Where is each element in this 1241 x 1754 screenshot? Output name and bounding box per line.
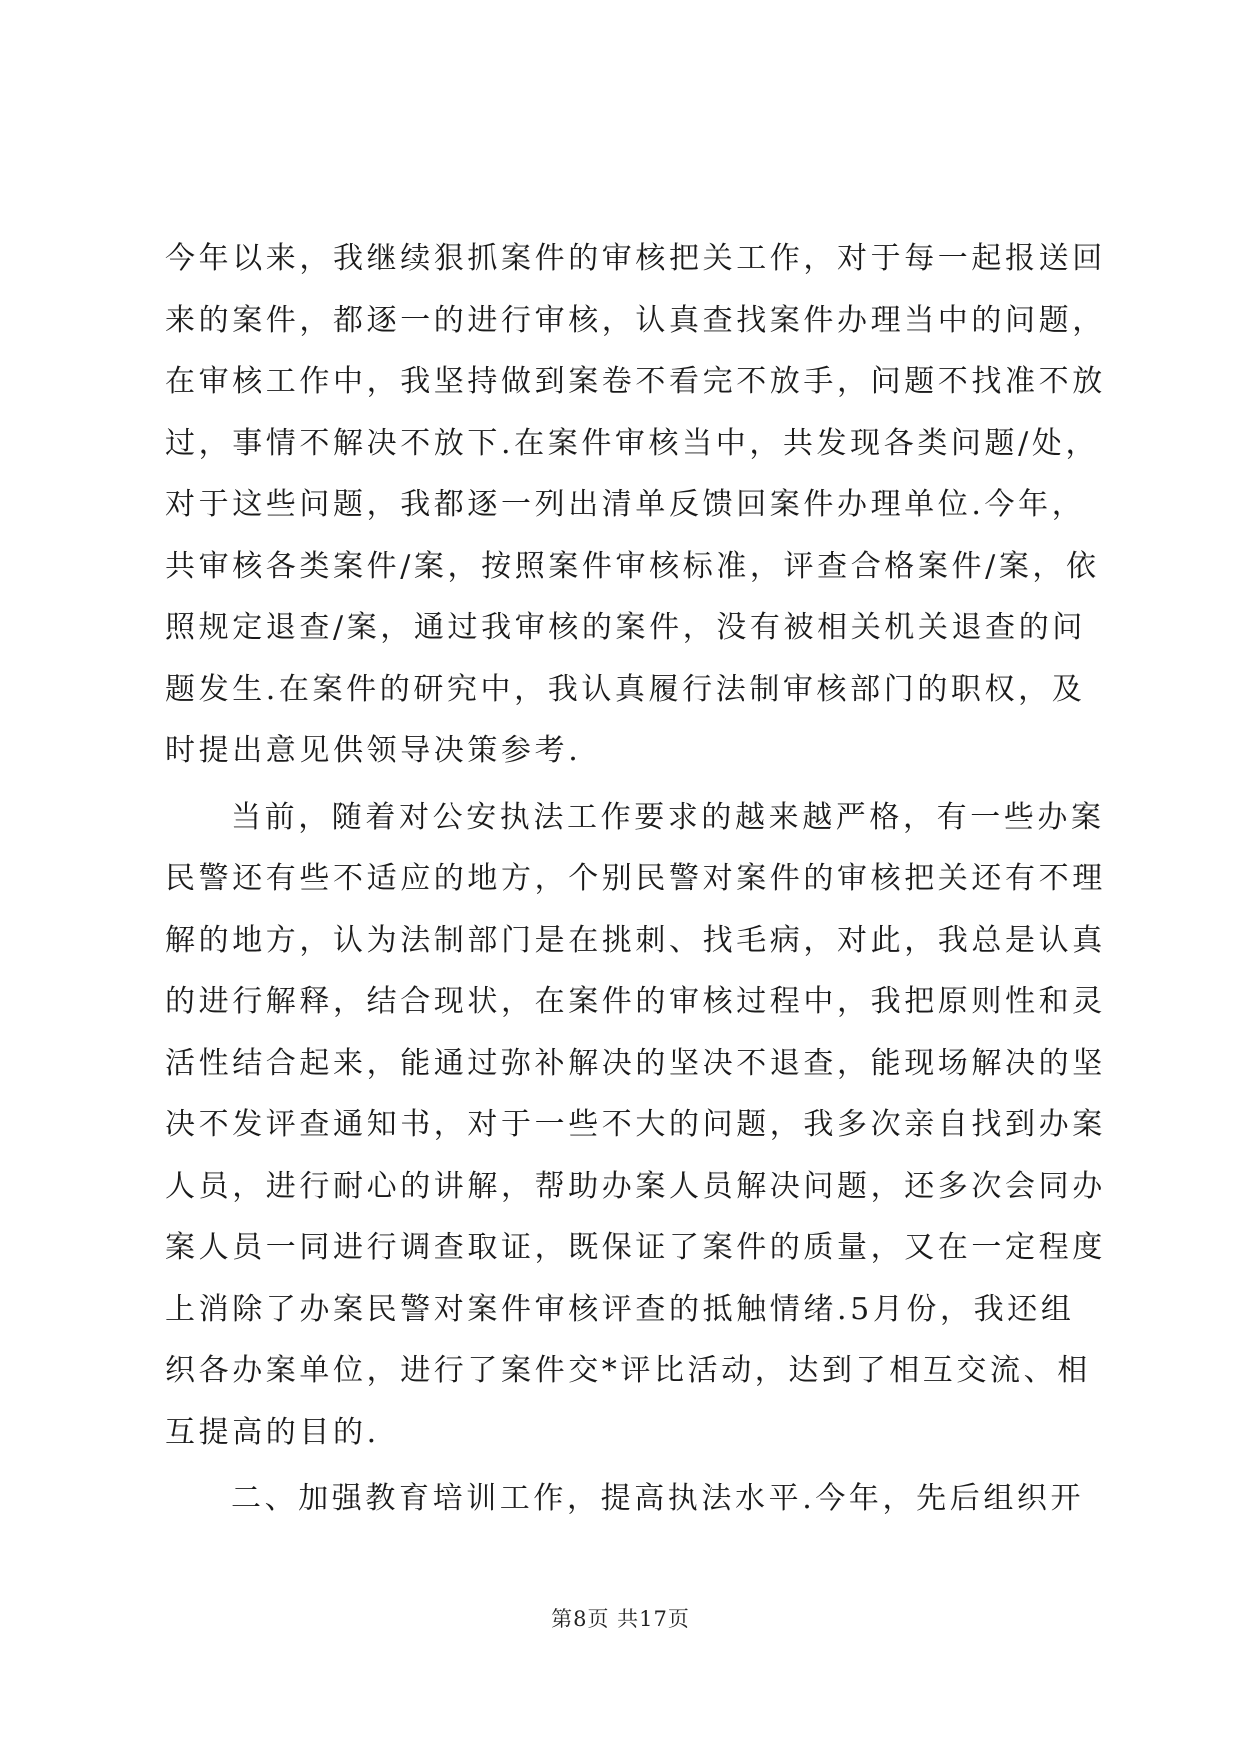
paragraph-line: 活性结合起来，能通过弥补解决的坚决不退查，能现场解决的坚 xyxy=(165,1045,1106,1081)
paragraph-line: 决不发评查通知书，对于一些不大的问题，我多次亲自找到办案 xyxy=(165,1107,1106,1142)
paragraph-line: 二、加强教育培训工作，提高执法水平.今年，先后组织开 xyxy=(231,1481,1085,1516)
paragraph-line: 在审核工作中，我坚持做到案卷不看完不放手，问题不找准不放 xyxy=(165,364,1106,399)
paragraph-line: 今年以来，我继续狠抓案件的审核把关工作，对于每一起报送回 xyxy=(165,241,1106,276)
paragraph-line: 织各办案单位，进行了案件交*评比活动，达到了相互交流、相 xyxy=(165,1353,1091,1388)
paragraph-line: 当前，随着对公安执法工作要求的越来越严格，有一些办案 xyxy=(231,799,1105,835)
paragraph-line: 时提出意见供领导决策参考. xyxy=(165,733,582,768)
paragraph-line: 对于这些问题，我都逐一列出清单反馈回案件办理单位.今年， xyxy=(165,487,1086,522)
paragraph-line: 来的案件，都逐一的进行审核，认真查找案件办理当中的问题， xyxy=(165,302,1106,338)
paragraph-line: 照规定退查/案，通过我审核的案件，没有被相关机关退查的问 xyxy=(165,610,1086,645)
page-footer: 第8页 共17页 xyxy=(551,1607,690,1631)
paragraph-line: 解的地方，认为法制部门是在挑刺、找毛病，对此，我总是认真 xyxy=(165,922,1106,958)
paragraph-line: 人员，进行耐心的讲解，帮助办案人员解决问题，还多次会同办 xyxy=(165,1168,1106,1204)
paragraph-line: 上消除了办案民警对案件审核评查的抵触情绪.5月份，我还组 xyxy=(165,1291,1075,1327)
document-body xyxy=(165,228,1106,1530)
paragraph-line: 案人员一同进行调查取证，既保证了案件的质量，又在一定程度 xyxy=(165,1230,1106,1265)
paragraph-line: 的进行解释，结合现状，在案件的审核过程中，我把原则性和灵 xyxy=(165,984,1106,1019)
paragraph-line: 题发生.在案件的研究中，我认真履行法制审核部门的职权，及 xyxy=(165,671,1086,707)
paragraph-line: 共审核各类案件/案，按照案件审核标准，评查合格案件/案，依 xyxy=(165,548,1100,584)
paragraph-line: 民警还有些不适应的地方，个别民警对案件的审核把关还有不理 xyxy=(165,861,1106,896)
paragraph-line: 互提高的目的. xyxy=(165,1414,380,1450)
paragraph-line: 过，事情不解决不放下.在案件审核当中，共发现各类问题/处， xyxy=(165,425,1100,461)
